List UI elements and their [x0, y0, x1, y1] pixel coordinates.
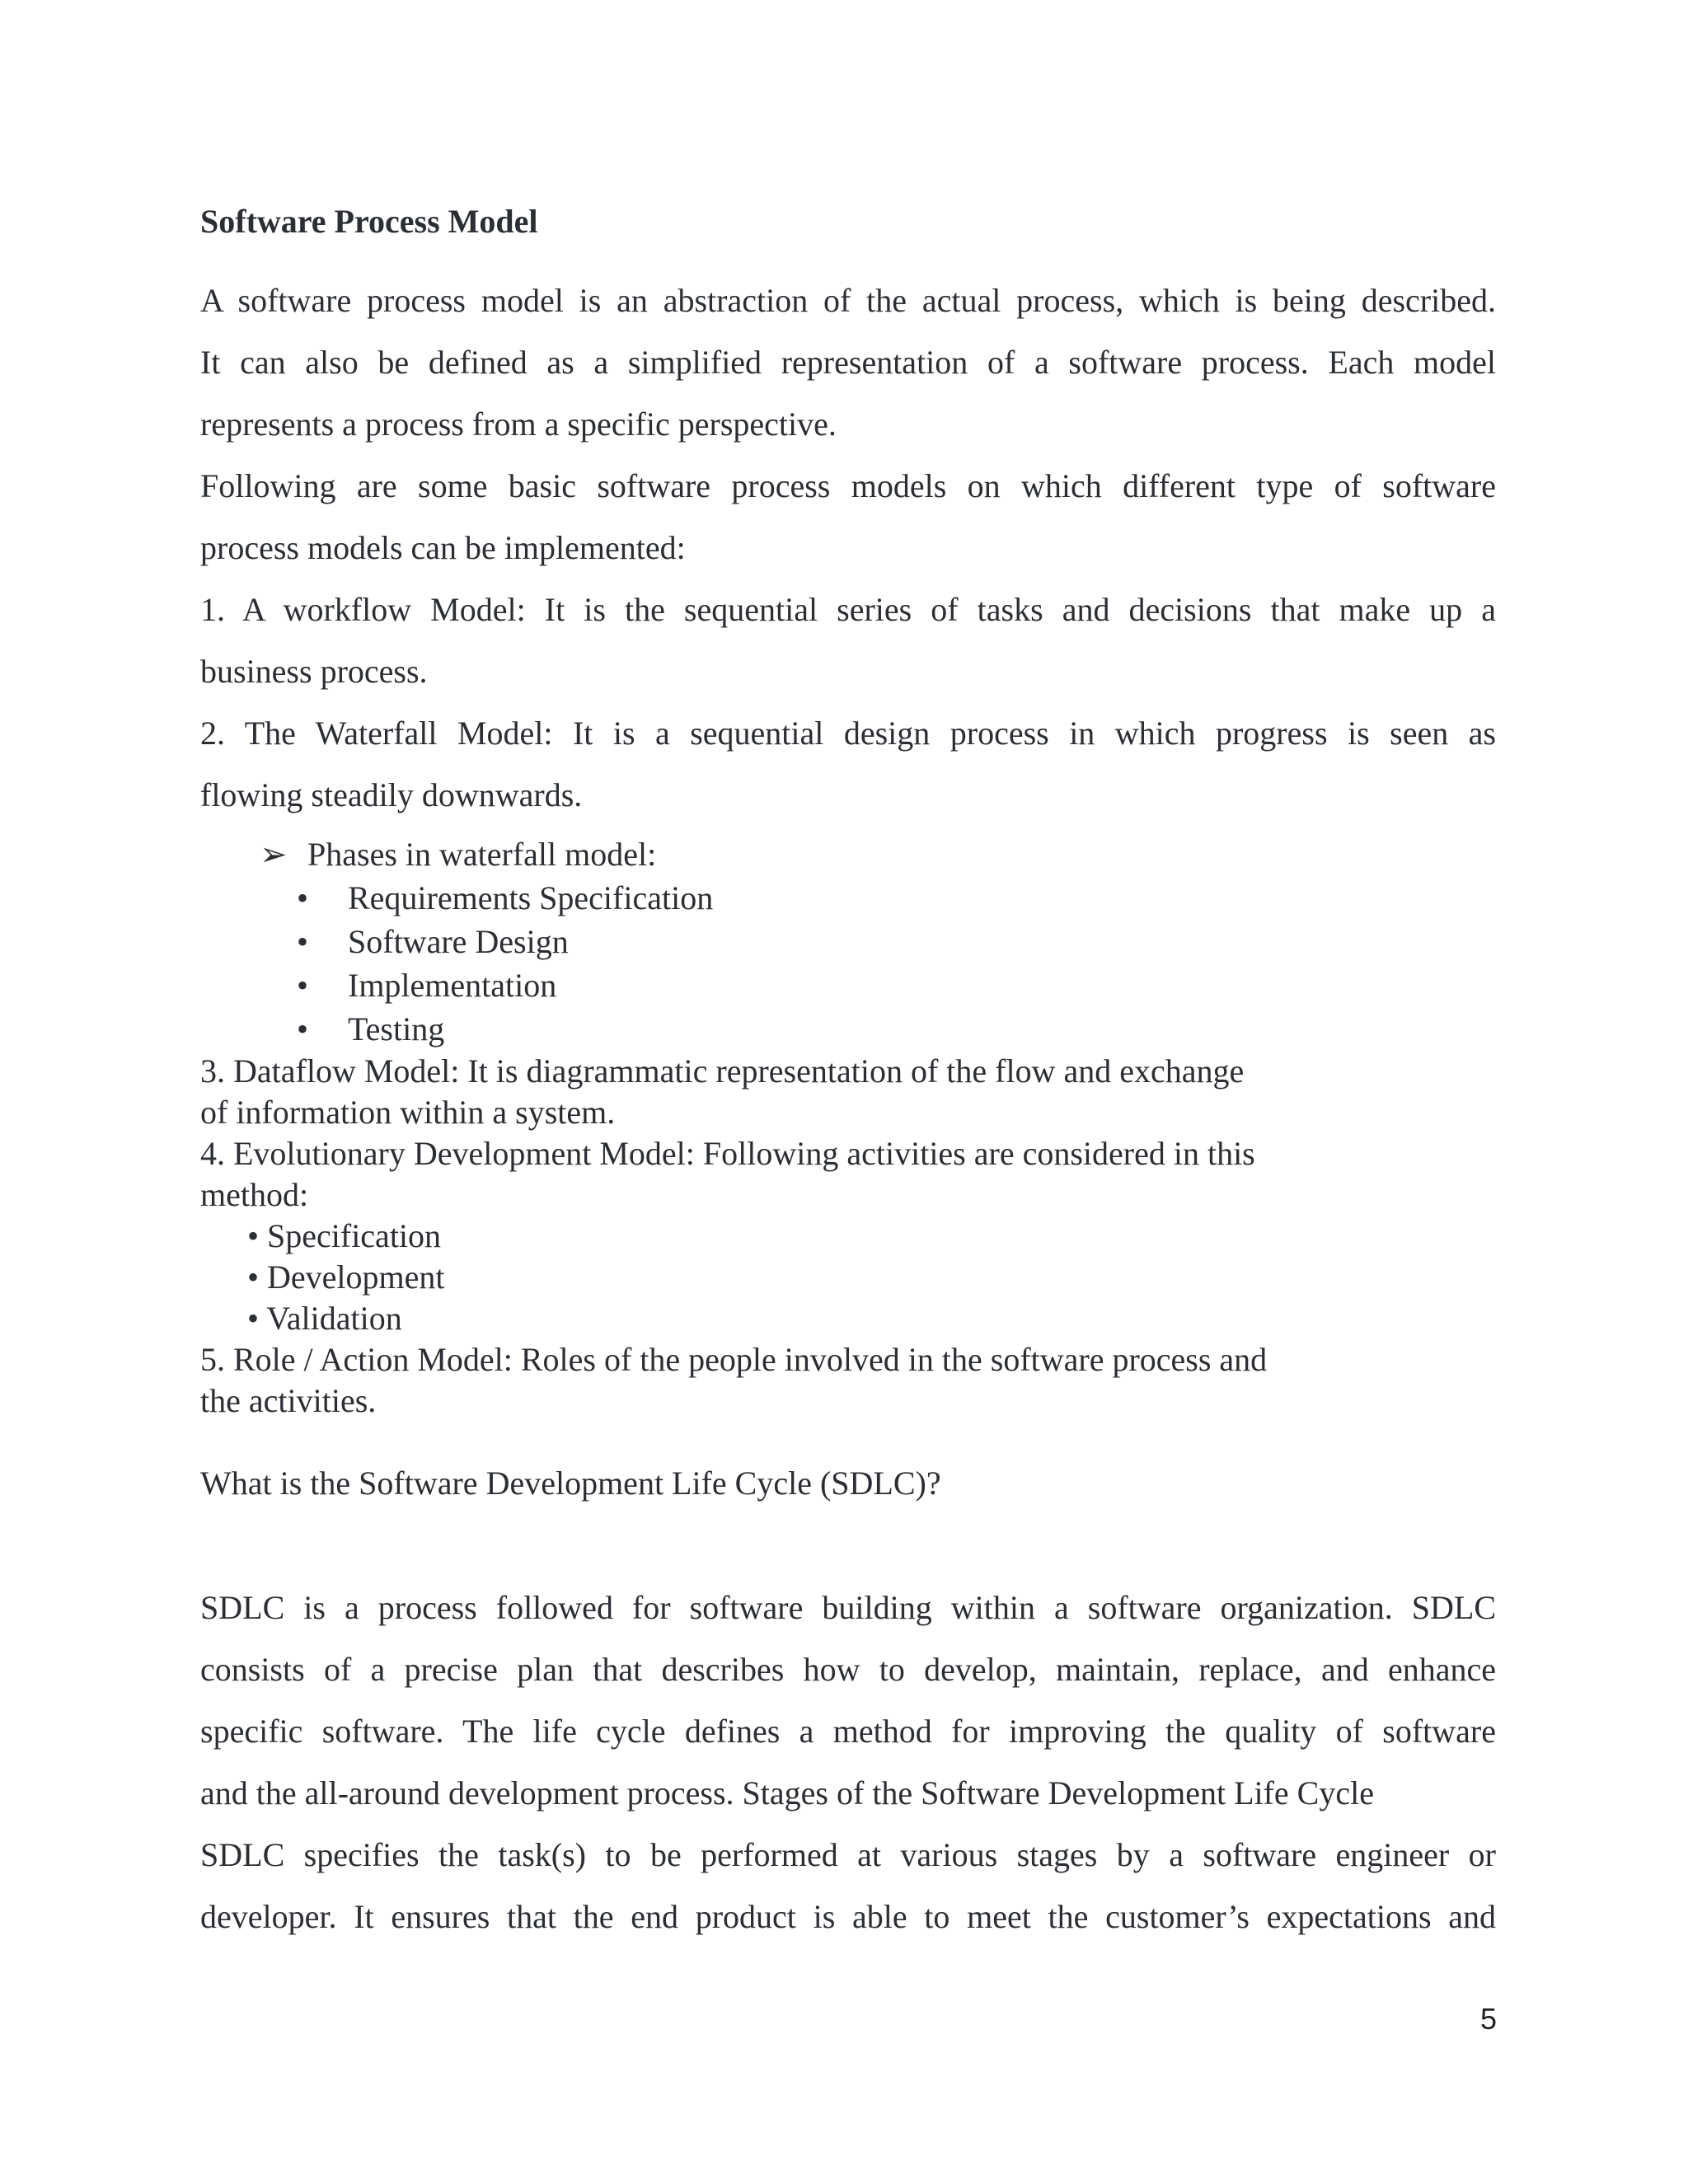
list-item: • Software Design: [297, 920, 569, 963]
bullet-icon: •: [297, 1010, 309, 1047]
sdlc-paragraph: [200, 1577, 1496, 1947]
bullet-icon: •: [297, 923, 309, 960]
intro-line: Following are some basic software process models on which different type of software: [200, 467, 1496, 504]
intro-line: business process.: [200, 653, 428, 690]
intro-line: represents a process from a specific perspective.: [200, 405, 837, 443]
sdlc-line: consists of a precise plan that describes how to develop, maintain, replace, and enhance: [200, 1651, 1496, 1688]
sdlc-line: developer. It ensures that the end product is able to meet the customer’s expectations and: [200, 1898, 1496, 1935]
list-item: • Specification: [247, 1217, 442, 1254]
intro-line: A software process model is an abstraction of the actual process, which is being described.: [200, 282, 1496, 319]
sdlc-question: What is the Software Development Life Cycle (SDLC)?: [200, 1465, 941, 1502]
intro-line: 1. A workflow Model: It is the sequential series of tasks and decisions that make up a: [200, 591, 1496, 628]
section-heading: Software Process Model: [200, 203, 538, 240]
page-number: 5: [1479, 2002, 1497, 2036]
list-item: • Requirements Specification: [297, 876, 713, 920]
sdlc-line: specific software. The life cycle defines a method for improving the quality of software: [200, 1713, 1496, 1750]
role-action-paragraph: [200, 1339, 1496, 1422]
role-line: 5. Role / Action Model: Roles of the people involved in the software process and: [200, 1341, 1268, 1378]
intro-line: It can also be defined as a simplified representation of a software process. Each model: [200, 344, 1496, 381]
sdlc-line: SDLC specifies the task(s) to be performed at various stages by a software engineer or: [200, 1836, 1496, 1873]
bullet-icon: •: [297, 879, 309, 916]
models-paragraph: [200, 1051, 1496, 1216]
models-line: of information within a system.: [200, 1094, 616, 1131]
bullet-icon: •: [297, 967, 309, 1004]
arrow-bullet-icon: ➢: [260, 836, 288, 873]
role-line: the activities.: [200, 1382, 377, 1419]
intro-line: 2. The Waterfall Model: It is a sequential design process in which progress is seen as: [200, 715, 1496, 752]
sdlc-line: SDLC is a process followed for software building within a software organization. SDLC: [200, 1589, 1496, 1626]
models-line: method:: [200, 1176, 309, 1213]
sdlc-line: and the all-around development process. Stages of the Software Development Life Cycle: [200, 1774, 1374, 1811]
intro-paragraph: [200, 269, 1496, 826]
intro-line: process models can be implemented:: [200, 529, 686, 566]
models-line: 3. Dataflow Model: It is diagrammatic representation of the flow and exchange: [200, 1052, 1245, 1090]
waterfall-phases-label: ➢ Phases in waterfall model:: [260, 832, 656, 876]
list-item: • Testing: [297, 1007, 444, 1051]
list-item: • Development: [247, 1258, 445, 1296]
list-item: • Validation: [247, 1300, 402, 1337]
list-item: • Implementation: [297, 963, 556, 1007]
models-line: 4. Evolutionary Development Model: Following activities are considered in this: [200, 1135, 1255, 1172]
intro-line: flowing steadily downwards.: [200, 776, 583, 813]
